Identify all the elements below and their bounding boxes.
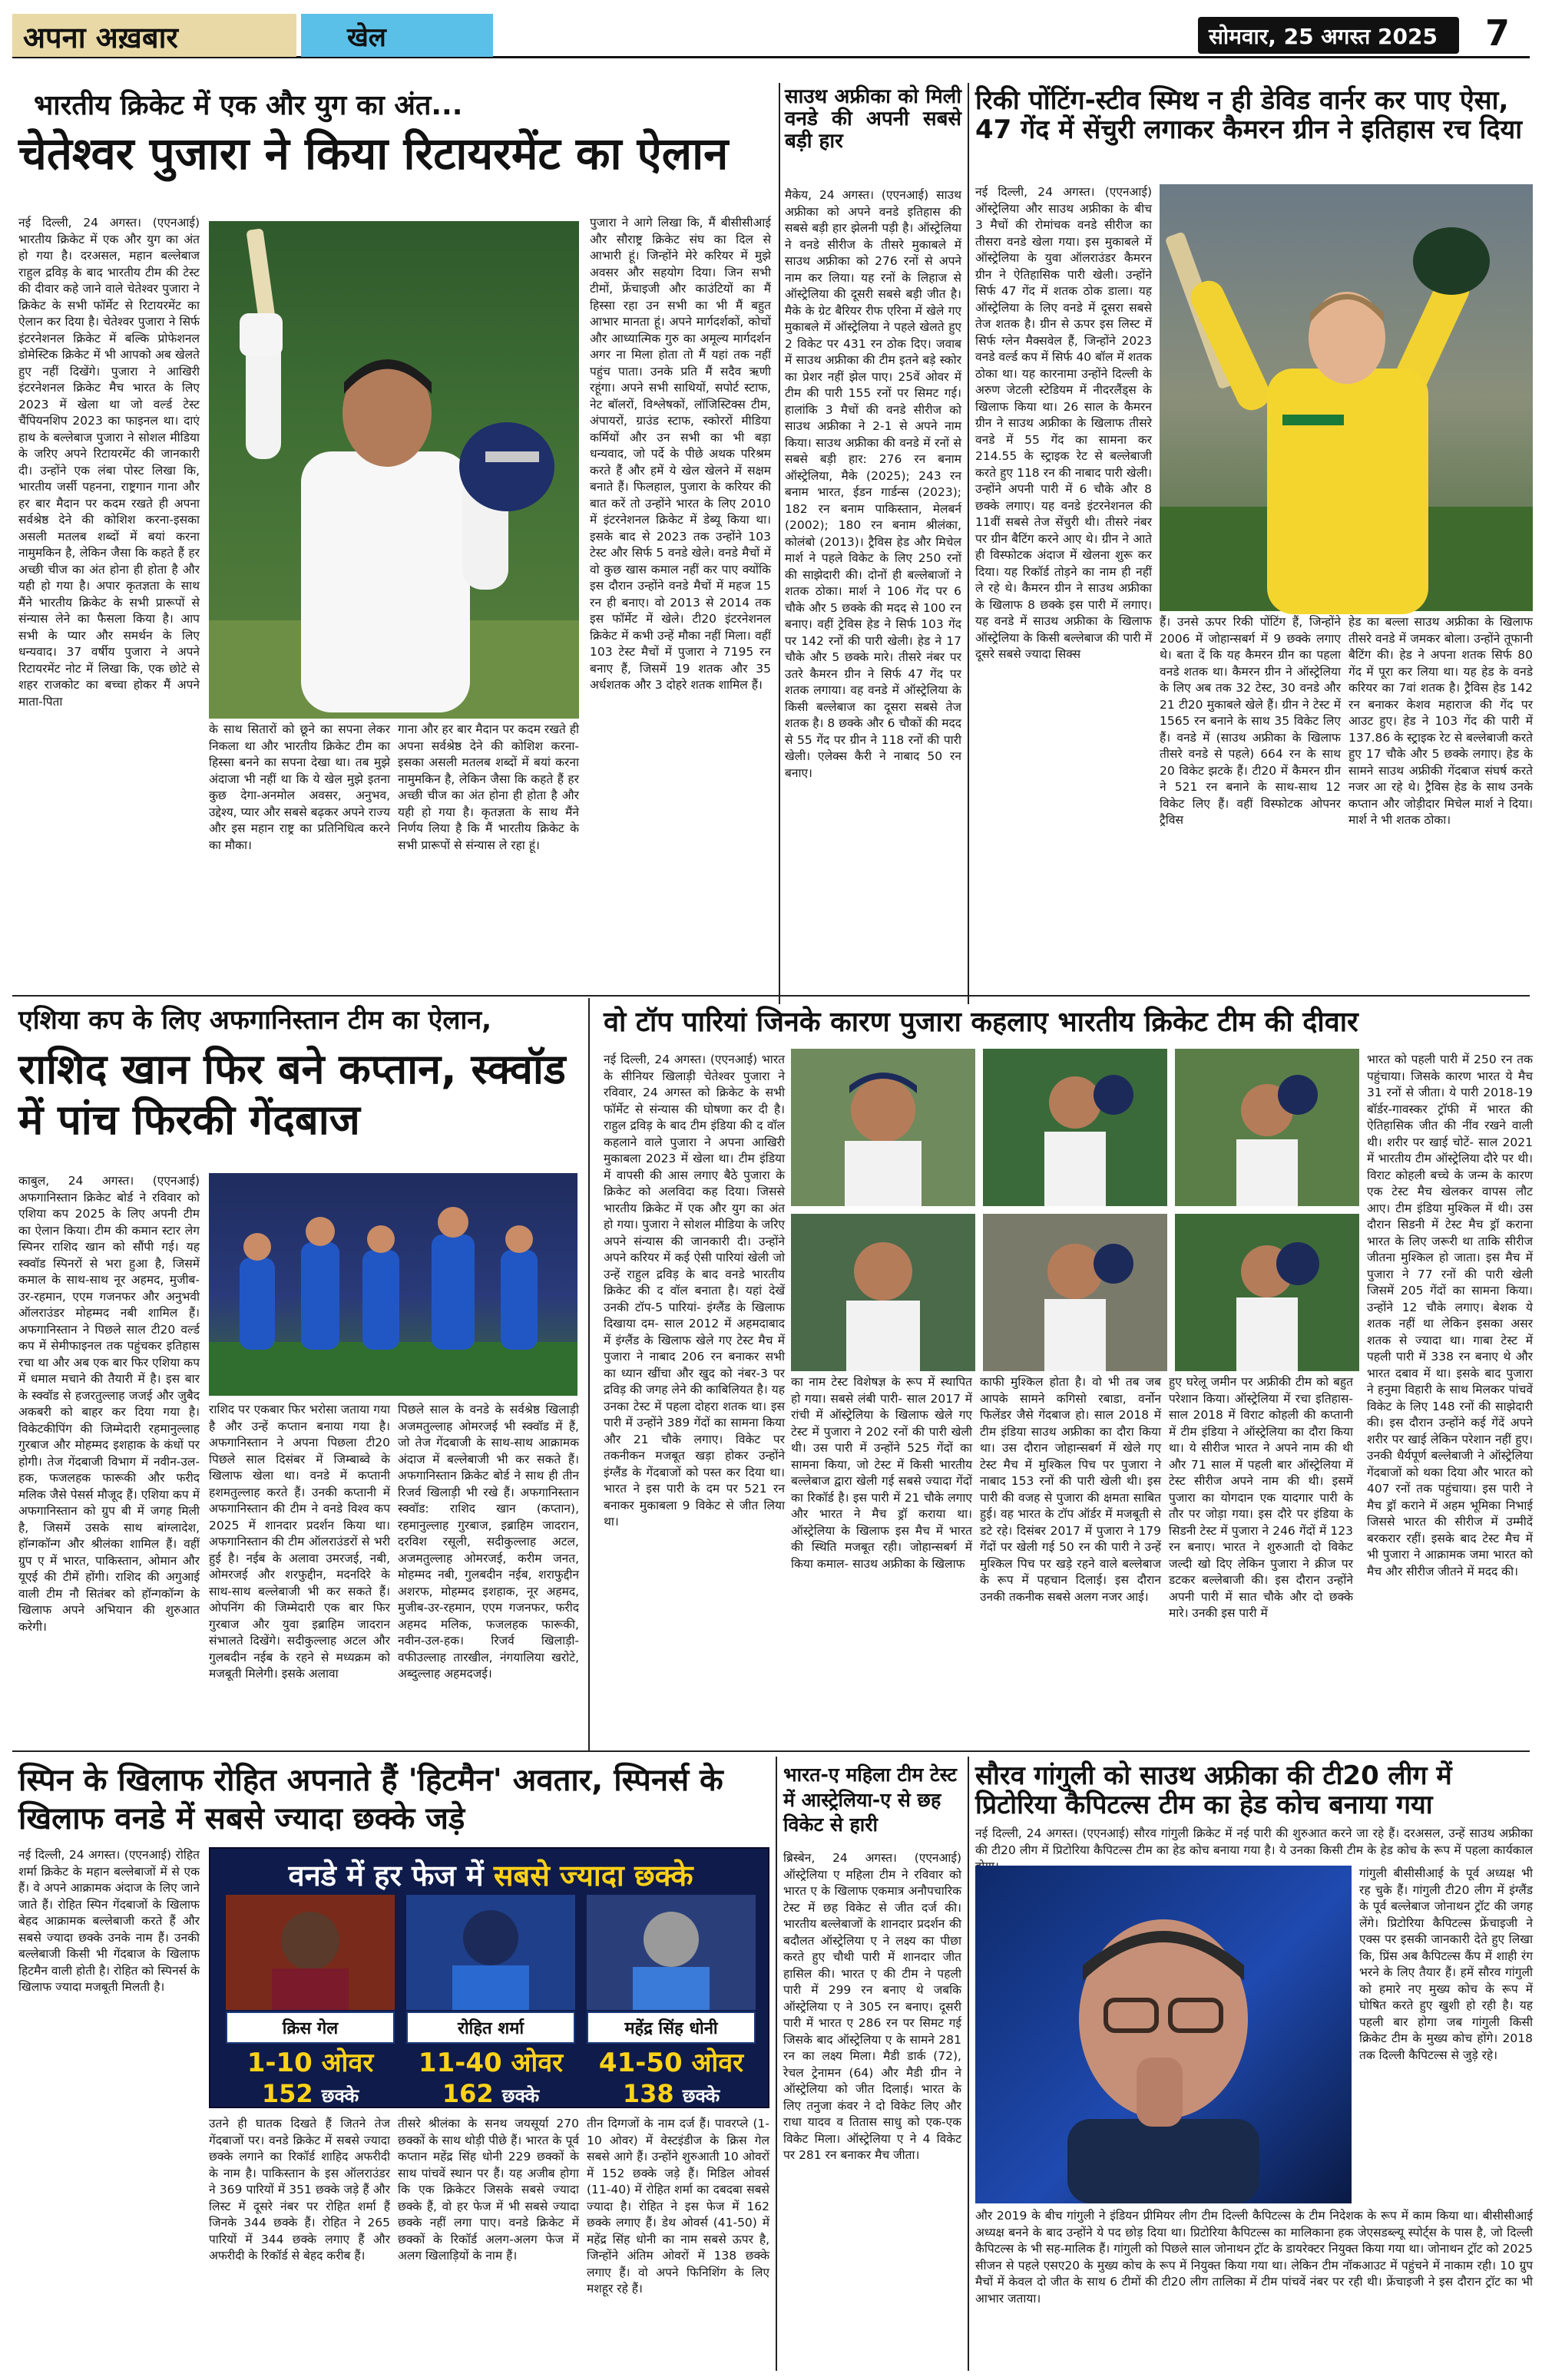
player-name: महेंद्र सिंह धोनी: [587, 2011, 756, 2044]
pujara-photo-collage: [791, 1049, 1359, 1371]
pujara-body-col3: गाना और हर बार मैदान पर कदम रखते ही अपना सर्वश्रेष्ठ देने की कोशिश करना-इसका असली मतलब शब्दों में बयां करना नामुमकिन है, लेकिन जैसा कि कहते हैं हर अच्छी चीज का अंत होना ही होता है और यही हो गया है। कृतज्ञता के साथ मैंने निर्णय लिया है कि मैं भारतीय क्रिकेट के सभी प्रारूपों से संन्यास ले रहा हूं।: [398, 722, 579, 852]
column-divider: [776, 1757, 777, 2371]
phase-label: 11-40 ओवर: [418, 2048, 564, 2078]
player-name: रोहित शर्मा: [406, 2011, 575, 2044]
afghan-body-col3: पिछले साल के वनडे के सर्वश्रेष्ठ खिलाड़ी अजमतुल्लाह ओमरजई भी स्क्वॉड में हैं, जो तेज गेंदबाजी के साथ-साथ आक्रामक अंदाज में बल्लेबाजी भी कर सकते हैं। अफगानिस्तान क्रिकेट बोर्ड ने साथ ही तीन रिजर्व खिलाड़ी भी रखे हैं। अफगानिस्तान स्क्वॉड: राशिद खान (कप्तान), रहमानुल्लाह गुरबाज, इब्राहिम जादरान, दरविश रसूली, सदीकुल्लाह अटल, अजमतुल्लाह ओमरजई, करीम जनत, मोहम्मद नबी, गुलबदीन नईब, शराफुद्दीन अशरफ, मोहम्मद इशहाक, नूर अहमद, मुजीब-उर-रहमान, एएम गजनफर, फरीद अहमद मलिक, फजलहक फारूकी, नवीन-उल-हक। रिजर्व खिलाड़ी-वफीउल्लाह तारखील, नंगयालिया खरोटे, अब्दुल्लाह अहमदजई।: [398, 1403, 579, 1681]
infographic-title-part2: सबसे ज्यादा छक्के: [493, 1859, 693, 1892]
afghan-headline: राशिद खान फिर बने कप्तान, स्क्वॉड में पांच फिरकी गेंदबाज: [18, 1045, 566, 1144]
rohit-body-col2: उतने ही घातक दिखते हैं जितने तेज गेंदबाजों पर। वनडे क्रिकेट में सबसे ज्यादा छक्के लगाने का रिकॉर्ड शाहिद अफरीदी के नाम है। पाकिस्तान के इस ऑलराउंडर ने 369 पारियों में 351 छक्के जड़े हैं और लिस्ट में दूसरे नंबर पर रोहित शर्मा हैं जिनके 344 छक्के हैं। रोहित ने 265 पारियों में 344 छक्के लगाए हैं और अफरीदी के रिकॉर्ड से बेहद करीब हैं।: [209, 2117, 390, 2263]
infographic-title-part1: वनडे में हर फेज में: [288, 1859, 484, 1892]
cameron-green-photo: [1160, 184, 1533, 611]
sixes-count: 138: [622, 2079, 674, 2108]
phase-label: 41-50 ओवर: [598, 2048, 744, 2078]
ganguly-headline: सौरव गांगुली को साउथ अफ्रीका की टी20 लीग में प्रिटोरिया कैपिटल्स टीम का हेड कोच बनाया गया: [975, 1760, 1452, 1821]
column-divider: [779, 83, 780, 1004]
ganguly-side-col: गांगुली बीसीसीआई के पूर्व अध्यक्ष भी रह चुके हैं। गांगुली टी20 लीग में इंग्लैंड के पूर्व बल्लेबाज जोनाथन ट्रॉट की जगह लेंगे। प्रिटोरिया कैपिटल्स फ्रेंचाइजी ने एक्स पर इसकी जानकारी देते हुए लिखा कि, प्रिंस अब कैपिटल्स कैंप में शाही रंग भरने के लिए तैयार हैं। हमें सौरव गांगुली को हमारे नए मुख्य कोच के रूप में घोषित करते हुए खुशी हो रही है। यह पहली बार होगा जब गांगुली किसी क्रिकेट टीम के मुख्य कोच होंगे। 2018 तक दिल्ली कैपिटल्स से जुड़े रहे।: [1359, 1866, 1533, 2062]
green-body-col3: हेड का बल्ला साउथ अफ्रीका के खिलाफ तीसरे वनडे में जमकर बोला। उन्होंने तूफानी बैटिंग की। हेड ने अपना शतक सिर्फ 80 गेंद में पूरा कर लिया था। यह हेड के वनडे करियर का 7वां शतक है। ट्रैविस हेड 142 रन बनाकर केशव महाराज की गेंद पर आउट हुए। हेड ने 103 गेंद की पारी में 137.86 के स्ट्राइक रेट से बल्लेबाजी करते हुए 17 चौके और 5 छक्के लगाए। हेड के सामने साउथ अफ्रीकी गेंदबाज संघर्ष करते नजर आ रहे थे। ट्रैविस हेड के साथ उनके कप्तान और जोड़ीदार मिचेल मार्श ने दिया। मार्श ने भी शतक ठोका।: [1348, 615, 1533, 827]
rohit-body-col4: तीन दिग्गजों के नाम दर्ज हैं। पावरप्ले (1-10 ओवर) में वेस्टइंडीज के क्रिस गेल सबसे आगे हैं। उन्होंने शुरुआती 10 ओवरों में 152 छक्के जड़े हैं। मिडिल ओवर्स (11-40) में रोहित शर्मा का दबदबा सबसे ज्यादा है। रोहित ने इस फेज में 162 छक्के लगाए हैं। डेथ ओवर्स (41-50) में महेंद्र सिंह धोनी का नाम सबसे ऊपर है, जिन्होंने अंतिम ओवरों में 138 छक्के लगाए हैं। वो अपने फिनिशिंग के लिए मशहूर रहे हैं।: [587, 2117, 769, 2296]
pujara-body-col1: नई दिल्ली, 24 अगस्त। (एएनआई) भारतीय क्रिकेट में एक और युग का अंत हो गया है। दरअसल, महान बल्लेबाज राहुल द्रविड़ के बाद भारतीय टीम की टेस्ट की दीवार कहे जाने वाले चेतेश्वर पुजारा ने क्रिकेट के सभी फॉर्मेट से रिटायरमेंट का ऐलान कर दिया है। चेतेश्वर पुजारा ने सिर्फ इंटरनेशनल क्रिकेट में बल्कि प्रोफेशनल डोमेस्टिक क्रिकेट में भी आपको अब खेलते हुए नहीं दिखेंगे। पुजारा ने आखिरी इंटरनेशनल क्रिकेट मैच भारत के लिए 2023 में खेला था जो वर्ल्ड टेस्ट चैंपियनशिप 2023 का फाइनल था। दाएं हाथ के बल्लेबाज पुजारा ने सोशल मीडिया के जरिए अपने रिटायरमेंट की जानकारी दी। उन्होंने एक लंबा पोस्ट लिखा कि, भारतीय जर्सी पहनना, राष्ट्रगान गाना और हर बार मैदान पर कदम रखते ही अपना सर्वश्रेष्ठ देने की कोशिश करना-इसका असली मतलब शब्दों में बयां करना नामुमकिन है, लेकिन जैसा कि कहते हैं हर अच्छी चीज का अंत होना ही होता है और यही हो गया है। अपार कृतज्ञता के साथ मैंने भारतीय क्रिकेट के सभी प्रारूपों से संन्यास लेने का फैसला किया है। आप सभी के प्यार और समर्थन के लिए धन्यवाद। 37 वर्षीय पुजारा ने अपने रिटायरमेंट नोट में लिखा कि, एक छोटे से शहर राजकोट का बच्चा होकर मैं अपने माता-पिता: [18, 216, 200, 709]
sixes-unit: छक्के: [501, 2085, 540, 2107]
afghan-body-col2: राशिद पर एकबार फिर भरोसा जताया गया है और उन्हें कप्तान बनाया गया है। अफगानिस्तान ने अपना पिछला टी20 पिछले साल दिसंबर में जिम्बाब्वे के खिलाफ खेला था। वनडे में कप्तानी हशमतुल्लाह करते हैं। उनकी कप्तानी में अफगानिस्तान की टीम ने वनडे विश्व कप 2025 में शानदार प्रदर्शन किया था। अफगानिस्तान की टीम ऑलराउंडरों से भरी हुई है। नईब के अलावा उमरजई, नबी, ओमरजई और शरफुद्दीन, मदनदिरे के साथ-साथ बल्लेबाजी भी कर सकते हैं। ओपनिंग की जिम्मेदारी एक बार फिर गुरबाज और युवा इब्राहिम जादरान संभालते दिखेंगे। सदीकुल्लाह अटल और गुलबदीन नईब के रहने से मध्यक्रम को मजबूती मिलेगी। इसके अलावा: [209, 1403, 390, 1681]
phase-label: 1-10 ओवर: [247, 2048, 374, 2078]
afghanistan-team-photo: [209, 1173, 577, 1396]
sixes-unit: छक्के: [682, 2085, 720, 2107]
player-card-2: [406, 2011, 575, 2108]
wall-body-col4: हुए घरेलू जमीन पर अफ्रीकी टीम को बहुत परेशान किया। ऑस्ट्रेलिया में रचा इतिहास- साल 2018 में विराट कोहली की कप्तानी में टीम इंडिया ने ऑस्ट्रेलिया का दौरा किया था। ये सीरीज भारत ने अपने नाम की थी और 71 साल में पहली बार ऑस्ट्रेलिया में टेस्ट सीरीज अपने नाम की थी। इसमें पुजारा का योगदान एक यादगार पारी के तौर पर जोड़ा गया। इस दौरे पर इंडिया के सिडनी टेस्ट में पुजारा ने 246 गेंदों में 123 रन बनाए। भारत ने शुरुआती दो विकेट जल्दी खो दिए लेकिन पुजारा ने क्रीज पर डटकर बल्लेबाजी की। इस दौरान उन्होंने अपनी पारी में सात चौके और दो छक्के मारे। उनकी इस पारी में: [1169, 1375, 1353, 1620]
rohit-body-col3: तीसरे श्रीलंका के सनथ जयसूर्या 270 छक्कों के साथ थोड़ी पीछे हैं। भारत के पूर्व कप्तान महेंद्र सिंह धोनी 229 छक्कों के साथ पांचवें स्थान पर हैं। यह अजीब होगा कि एक क्रिकेटर जिसके सबसे ज्यादा छक्के हैं, वो हर फेज में भी सबसे ज्यादा छक्के नहीं लगा पाए। वनडे क्रिकेट में छक्कों के रिकॉर्ड अलग-अलग फेज में अलग खिलाड़ियों के नाम हैं।: [398, 2117, 579, 2263]
pujara-celebration-photo: [209, 221, 579, 719]
pujara-figure-illustration: [209, 221, 579, 719]
ganguly-portrait-illustration: [975, 1866, 1352, 2203]
players-illustration: [210, 1895, 771, 2010]
section-divider: [12, 995, 1530, 997]
sixes-count: 152: [261, 2079, 313, 2108]
wall-body-col2: का नाम टेस्ट विशेषज्ञ के रूप में स्थापित हो गया। सबसे लंबी पारी- साल 2017 में रांची में ऑस्ट्रेलिया के खिलाफ खेले गए टेस्ट में पुजारा ने 202 रनों की पारी खेली थी। उस पारी में उन्होंने 525 गेंदों का सामना किया, जो टेस्ट में किसी भारतीय बल्लेबाज द्वारा खेली गई सबसे ज्यादा गेंदों का रिकॉर्ड है। इस पारी में 21 चौके लगाए और भारत ने मैच ड्रॉ कराया था। ऑस्ट्रेलिया के खिलाफ इस मैच में भारत की स्थिति मजबूत रही। जोहान्सबर्ग में किया कमाल- साउथ अफ्रीका के खिलाफ: [791, 1375, 972, 1571]
rohit-headline: स्पिन के खिलाफ रोहित अपनाते हैं 'हिटमैन' अवतार, स्पिनर्स के खिलाफ वनडे में सबसे ज्यादा छक्के जड़े: [18, 1763, 723, 1836]
issue-date: सोमवार, 25 अगस्त 2025: [1198, 17, 1459, 54]
page-number: 7: [1484, 12, 1510, 54]
green-figure-illustration: [1160, 184, 1533, 611]
sixes-count: 162: [442, 2079, 494, 2108]
pujara-body-col4: पुजारा ने आगे लिखा कि, मैं बीसीसीआई और सौराष्ट्र क्रिकेट संघ का दिल से आभारी हूं। जिन्होंने मेरे करियर में मुझे अवसर और सहयोग दिया। जिन सभी टीमों, फ्रेंचाइजी और काउंटियों का मैं हिस्सा रहा उन सभी का भी मैं बहुत आभार मानता हूं। अपने मार्गदर्शकों, कोचों और आध्यात्मिक गुरु का अमूल्य मार्गदर्शन अगर ना मिला होता तो मैं यहां तक नहीं पहुंच पाता। उनके प्रति मैं सदैव ऋणी रहूंगा। अपने सभी साथियों, सपोर्ट स्टाफ, नेट बॉलरों, विश्लेषकों, लॉजिस्टिक्स टीम, अंपायरों, ग्राउंड स्टाफ, स्कोररों मीडिया कर्मियों और उन सभी का भी बड़ा धन्यवाद, जो पर्दे के पीछे अथक परिश्रम करते हैं और हमें ये खेल खेलने में सक्षम बनाते हैं। फिलहाल, पुजारा के करियर की बात करें तो उन्होंने भारत के लिए 2010 में इंटरनेशनल क्रिकेट में डेब्यू किया था। इसके बाद से 2023 तक उन्होंने 103 टेस्ट और सिर्फ 5 वनडे खेले। वनडे मैचों में वो कुछ खास कमाल नहीं कर पाए क्योंकि इस दौरान उन्होंने वनडे मैचों में महज 15 रन ही बनाए। वो 2013 से 2014 तक इस फॉर्मेट में खेले। टी20 इंटरनेशनल क्रिकेट में कभी उन्हें मौका नहीं मिला। वहीं 103 टेस्ट मैचों में पुजारा ने 7195 रन बनाए हैं, जिसमें 19 शतक और 35 अर्धशतक और 3 दोहरे शतक शामिल हैं।: [590, 216, 771, 692]
sixes-unit: छक्के: [321, 2085, 359, 2107]
women-body: ब्रिस्बेन, 24 अगस्त। (एएनआई) ऑस्ट्रेलिया ए महिला टीम ने रविवार को भारत ए के खिलाफ एकमात्र अनौपचारिक टेस्ट में छह विकेट से जीत दर्ज की। भारतीय बल्लेबाजों के शानदार प्रदर्शन की बदौलत ऑस्ट्रेलिया ए ने लक्ष्य का पीछा करते हुए चौथी पारी में शानदार जीत हासिल की। भारत ए की टीम ने पहली पारी में 299 रन बनाए थे जबकि ऑस्ट्रेलिया ए ने 305 रन बनाए। दूसरी पारी में भारत ए 286 रन पर सिमट गई जिसके बाद ऑस्ट्रेलिया ए के सामने 281 रन का लक्ष्य मिला। मैडी डार्क (72), रेचल ट्रेनामन (64) और मैडी ग्रीन ने ऑस्ट्रेलिया को जीत दिलाई। भारत के लिए तनुजा कंवर ने दो विकेट लिए और राधा यादव व तितास साधु को एक-एक विकेट मिला। ऑस्ट्रेलिया ए ने 4 विकेट पर 281 रन बनाकर मैच जीता।: [783, 1851, 961, 2162]
wall-body-col1: नई दिल्ली, 24 अगस्त। (एएनआई) भारत के सीनियर खिलाड़ी चेतेश्वर पुजारा ने रविवार, 24 अगस्त को क्रिकेट के सभी फॉर्मेट से संन्यास की घोषणा कर दी है। राहुल द्रविड़ के बाद टीम इंडिया की द वॉल कहलाने वाले पुजारा ने अपना आखिरी मुकाबला 2023 में खेला था। टीम इंडिया में वापसी की आस लगाए बैठे पुजारा के क्रिकेट को अलविदा कह दिया। जिससे भारतीय क्रिकेट में एक और युग का अंत हो गया। पुजारा ने सोशल मीडिया के जरिए अपने संन्यास की जानकारी दी। उन्होंने अपने करियर में कई ऐसी पारियां खेली जो उन्हें राहुल द्रविड़ के बाद वनडे भारतीय क्रिकेट की द वॉल बनाता है। यहां देखें उनकी टॉप-5 पारियां- इंग्लैंड के खिलाफ दिखाया दम- साल 2012 में अहमदाबाद में इंग्लैंड के खिलाफ खेले गए टेस्ट मैच में पुजारा ने नाबाद 206 रन बनाकर सभी का ध्यान खींचा और खुद को नंबर-3 पर द्रविड़ की जगह लेने की काबिलियत है। यह उनका टेस्ट में पहला दोहरा शतक था। इस पारी में उन्होंने 389 गेंदों का सामना किया और 21 चौके लगाए। विकेट पर तकनीकन मजबूत खड़ा होकर उन्होंने इंग्लैंड के गेंदबाजों को पस्त कर दिया था। भारत ने इस पारी के दम पर 521 रन बनाकर मुकाबला 9 विकेट से जीत लिया था।: [604, 1053, 785, 1529]
ganguly-photo: [975, 1866, 1352, 2203]
sa-loss-headline: साउथ अफ्रीका को मिली वनडे की अपनी सबसे बड़ी हार: [785, 85, 961, 154]
green-headline: रिकी पोंटिंग-स्टीव स्मिथ न ही डेविड वार्नर कर पाए ऐसा, 47 गेंद में सेंचुरी लगाकर कैमरन ग्रीन ने इतिहास रच दिया: [975, 85, 1523, 146]
afghan-players-illustration: [209, 1173, 577, 1396]
women-headline: भारत-ए महिला टीम टेस्ट में आस्ट्रेलिया-ए से छह विकेट से हारी: [783, 1764, 957, 1836]
infographic-title: [210, 1855, 771, 1895]
ganguly-intro: नई दिल्ली, 24 अगस्त। (एएनआई) सौरव गांगुली क्रिकेट में नई पारी की शुरुआत करने जा रहे हैं। दरअसल, उन्हें साउथ अफ्रीका की टी20 लीग में प्रिटोरिया कैपिटल्स टीम का हेड कोच बनाया गया है। ये उनका किसी टीम के हेड कोच के रूप में पहला कार्यकाल: [975, 1826, 1533, 1857]
pujara-headline: चेतेश्वर पुजारा ने किया रिटायरमेंट का ऐलान: [18, 127, 729, 180]
rohit-body-col1: नई दिल्ली, 24 अगस्त। (एएनआई) रोहित शर्मा क्रिकेट के महान बल्लेबाजों में से एक हैं। वे अपने आक्रामक अंदाज के लिए जाने जाते हैं। रोहित स्पिन गेंदबाजों के खिलाफ बेहद आक्रामक बल्लेबाजी करते हैं और सबसे ज्यादा छक्के उनके नाम हैं। उनकी बल्लेबाजी किसी भी गेंदबाज के खिलाफ हिटमैन वाली होती है। रोहित को स्पिनर्स के खिलाफ ज्यादा मजबूती मिलती है।: [18, 1848, 200, 1994]
wall-body-col3: काफी मुश्किल होता है। वो भी तब जब आपके सामने कगिसो रबाडा, वर्नोन फिलेंडर जैसे गेंदबाज हो। साल 2018 में टीम इंडिया साउथ अफ्रीका का दौरा किया था। उस दौरान जोहान्सबर्ग में खेले गए टेस्ट मैच में मुश्किल पिच पर पुजारा ने नाबाद 153 रनों की पारी खेली थी। इस पारी की वजह से पुजारा की क्षमता साबित हुई। वह भारत के टॉप ऑर्डर में मजबूती से डटे रहे। दिसंबर 2017 में पुजारा ने 179 गेंदों पर खेली गई 50 रन की पारी ने उन्हें मुश्किल पिच पर खड़े रहने वाले बल्लेबाज के रूप में पहचान दिलाई। इस दौरान उनकी तकनीक सबसे अलग नजर आई।: [980, 1375, 1161, 1604]
green-body-col2: हैं। उनसे ऊपर रिकी पोंटिंग हैं, जिन्होंने 2006 में जोहान्सबर्ग में 9 छक्के लगाए थे। बता दें कि यह कैमरन ग्रीन का पहला वनडे शतक था। कैमरन ग्रीन ने ऑस्ट्रेलिया के लिए अब तक 32 टेस्ट, 30 वनडे और 21 टी20 मुकाबले खेले हैं। ग्रीन ने टेस्ट में 1565 रन बनाने के साथ 35 विकेट लिए हैं। वनडे में (साउथ अफ्रीका के खिलाफ तीसरे वनडे से पहले) 664 रन के साथ 20 विकेट झटके हैं। टी20 में कैमरन ग्रीन ने 521 रन बनाने के साथ-साथ 12 विकेट लिए हैं। वहीं विस्फोटक ओपनर ट्रैविस: [1160, 615, 1341, 827]
wall-body-col5: भारत को पहली पारी में 250 रन तक पहुंचाया। जिसके कारण भारत ये मैच 31 रनों से जीता। ये पारी 2018-19 बॉर्डर-गावस्कर ट्रॉफी में भारत की ऐतिहासिक जीत की नींव रखने वाली थी। शरीर पर खाई चोटें- साल 2021 में भारतीय टीम ऑस्ट्रेलिया दौरे पर थी। विराट कोहली बच्चे के जन्म के कारण एक टेस्ट मैच खेलकर वापस लौट आए। टीम इंडिया मुश्किल में थी। उस दौरान सिडनी में टेस्ट मैच ड्रॉ कराना भारत के लिए जरूरी था ताकि सीरीज जीतना मुश्किल हो जाता। इस मैच में पुजारा ने 77 रनों की पारी खेली जिसमें 205 गेंदों का सामना किया। उन्होंने 12 चौके लगाए। बेशक ये शतक नहीं था लेकिन इसका असर शतक से ज्यादा था। गाबा टेस्ट में पहली पारी में 338 रन बनाए थे और भारत दबाव में था। इसके बाद पुजारा ने हनुमा विहारी के साथ मिलकर पांचवें विकेट के लिए 148 रनों की साझेदारी की। इस दौरान उन्होंने कई गेंदें अपने शरीर पर खाई लेकिन परेशान नहीं हुए। उनकी धैर्यपूर्ण बल्लेबाजी ने ऑस्ट्रेलिया गेंदबाजों को थका दिया और भारत को 407 रनों तक पहुंचाया। इस पारी ने मैच ड्रॉ कराने में अहम भूमिका निभाई जिससे भारत की सीरीज में उम्मीदें बरकरार रहीं। इसके बाद टेस्ट मैच में भी पुजारा ने आक्रामक जमा भारत को मैच और सीरीज जीतने में मदद की।: [1367, 1053, 1533, 1578]
afghan-body-col1: काबुल, 24 अगस्त। (एएनआई) अफगानिस्तान क्रिकेट बोर्ड ने रविवार को एशिया कप 2025 के लिए अपनी टीम का ऐलान किया। टीम की कमान स्टार लेग स्पिनर राशिद खान को सौंपी गई। यह स्क्वॉड स्पिनरों से भरा हुआ है, जिसमें कमाल के साथ-साथ नूर अहमद, मुजीब-उर-रहमान, एएम गजनफर और अनुभवी ऑलराउंडर मोहम्मद नबी शामिल हैं। अफगानिस्तान ने पिछले साल टी20 वर्ल्ड कप में सेमीफाइनल तक पहुंचकर इतिहास रचा था और अब एक बार फिर एशिया कप में धमाल मचाने की तैयारी में है। इस बार के स्क्वॉड से हजरतुल्लाह जजई और जुबैद अकबरी को बाहर कर दिया गया है। विकेटकीपिंग की जिम्मेदारी रहमानुल्लाह गुरबाज और मोहम्मद इशहाक के कंधों पर होगी। तेज गेंदबाजी विभाग में नवीन-उल-हक, फजलहक फारूकी और फरीद मलिक जैसे पेसर्स मौजूद हैं। एशिया कप में अफगानिस्तान को ग्रुप बी में जगह मिली है, जिसमें उसके साथ बांग्लादेश, हॉन्गकॉन्ग और श्रीलंका शामिल हैं। वहीं ग्रुप ए में भारत, पाकिस्तान, ओमान और यूएई की टीमें होंगी। राशिद की अगुआई वाली टीम नौ सितंबर को हॉन्गकॉन्ग के खिलाफ अपने अभियान की शुरुआत करेगी।: [18, 1174, 200, 1634]
ganguly-bottom-col: और 2019 के बीच गांगुली ने इंडियन प्रीमियर लीग टीम दिल्ली कैपिटल्स के टीम निदेशक के रूप में काम किया था। बीसीसीआई अध्यक्ष बनने के बाद उन्होंने ये पद छोड़ दिया था। प्रिटोरिया कैपिटल्स का मालिकाना हक जेएसडब्ल्यू स्पोर्ट्स के पास है, जो दिल्ली कैपिटल्स के भी सह-मालिक हैं। गांगुली को पिछले साल जोनाथन ट्रॉट के डायरेक्टर नियुक्त किया गया था। जोनाथन ट्रॉट को 2025 सीजन से पहले एसए20 के मुख्य कोच के रूप में नियुक्त किया गया था। लेकिन टीम नॉकआउट में पहुंचने में नाकाम रही। 10 ग्रुप मैचों में केवल दो जीत के साथ 6 टीमों की टी20 लीग तालिका में टीम पांचवें नंबर पर रही थी। फ्रेंचाइजी ने इस दौरान ट्रॉट का भी आभार जताया।: [975, 2209, 1533, 2306]
player-name: क्रिस गेल: [226, 2011, 395, 2044]
afghan-kicker: एशिया कप के लिए अफगानिस्तान टीम का ऐलान,: [18, 1005, 492, 1036]
newspaper-brand: अपना अख़बार: [12, 14, 296, 57]
pujara-body-col2: के साथ सितारों को छूने का सपना लेकर निकला था और भारतीय क्रिकेट टीम का हिस्सा बनने का सपना देखा था। तब मुझे अंदाजा भी नहीं था कि ये खेल मुझे इतना कुछ देगा-अनमोल अवसर, अनुभव, उद्देश्य, प्यार और सबसे बढ़कर अपने राज्य और इस महान राष्ट्र का प्रतिनिधित्व करने का मौका।: [209, 722, 390, 852]
column-divider: [588, 998, 590, 1750]
player-card-3: [587, 2011, 756, 2108]
player-card-1: [226, 2011, 395, 2108]
section-divider: [12, 1750, 1530, 1752]
pujara-kicker: भारतीय क्रिकेट में एक और युग का अंत...: [34, 90, 463, 121]
sa-loss-body: मैकेय, 24 अगस्त। (एएनआई) साउथ अफ्रीका को अपने वनडे इतिहास की सबसे बड़ी हार झेलनी पड़ी है। ऑस्ट्रेलिया ने वनडे सीरीज के तीसरे मुकाबले में साउथ अफ्रीका को 276 रनों से अपने नाम कर लिया। यह रनों के लिहाज से ऑस्ट्रेलिया की दूसरी सबसे बड़ी जीत है। मैके के ग्रेट बैरियर रीफ एरिना में खेले गए मुकाबले में ऑस्ट्रेलिया ने पहले खेलते हुए 2 विकेट पर 431 रन ठोक दिए। जवाब में साउथ अफ्रीका की टीम इतने बड़े स्कोर का प्रेशर नहीं झेल पाए। 25वें ओवर में टीम की पारी 155 रनों पर सिमट गई। हालांकि 3 मैचों की वनडे सीरीज को साउथ अफ्रीका ने 2-1 से अपने नाम किया। साउथ अफ्रीका की वनडे में रनों से सबसे बड़ी हार: 276 रन बनाम ऑस्ट्रेलिया, मैके (2025); 243 रन बनाम भारत, ईडन गार्डन्स (2023); 182 रन बनाम पाकिस्तान, मेलबर्न (2002); 180 रन बनाम श्रीलंका, कोलंबो (2013)। ट्रैविस हेड और मिचेल मार्श ने पहले विकेट के लिए 250 रनों की साझेदारी की। दोनों ही बल्लेबाजों ने शतक ठोका। मार्श ने 106 गेंद पर 6 चौके और 5 छक्के की मदद से 100 रन बनाए। वहीं ट्रेविस हेड ने सिर्फ 103 गेंद पर 142 रनों की पारी खेली। हेड ने 17 चौके और 5 छक्के मारे। तीसरे नंबर पर उतरे कैमरन ग्रीन ने सिर्फ 47 गेंद पर शतक लगाया। वह वनडे में ऑस्ट्रेलिया के किसी बल्लेबाज का दूसरा सबसे तेज शतक है। 8 छक्के और 6 चौकों की मदद से 55 गेंद पर ग्रीन ने 118 रनों की पारी खेली। एलेक्स कैरी ने नाबाद 50 रन बनाए।: [785, 188, 961, 780]
column-divider: [968, 1757, 969, 2371]
green-body-col1: नई दिल्ली, 24 अगस्त। (एएनआई) ऑस्ट्रेलिया और साउथ अफ्रीका के बीच 3 मैचों की रोमांचक वनडे सीरीज का तीसरा वनडे खेला गया। इस मुकाबले में ऑस्ट्रेलिया के युवा ऑलराउंडर कैमरन ग्रीन ने ऐतिहासिक पारी खेली। उन्होंने सिर्फ 47 गेंद में शतक ठोक डाला। यह ऑस्ट्रेलिया के लिए वनडे में दूसरा सबसे तेज शतक है। ग्रीन से ऊपर इस लिस्ट में सिर्फ ग्लेन मैक्सवेल हैं, जिन्होंने 2023 वनडे वर्ल्ड कप में सिर्फ 40 बॉल में शतक ठोका था। यह कारनामा उन्होंने दिल्ली के अरुण जेटली स्टेडियम में नीदरलैंड्स के खिलाफ किया था। 26 साल के कैमरन ग्रीन ने साउथ अफ्रीका के खिलाफ तीसरे वनडे में 55 गेंद का सामना कर 214.55 के स्ट्राइक रेट से बल्लेबाजी करते हुए 118 रन की नाबाद पारी खेली। उन्होंने अपनी पारी में 6 चौके और 8 छक्के लगाए। यह वनडे इंटरनेशनल की 11वीं सबसे तेज सेंचुरी थी। तीसरे नंबर पर ग्रीन बैटिंग करने आए थे। ग्रीन ने आते ही विस्फोटक अंदाज में खेलना शुरू कर दिया। यह रिकॉर्ड तोड़ने का नाम ही नहीं ले रहे थे। कैमरन ग्रीन ने साउथ अफ्रीका के खिलाफ 8 छक्के इस पारी में लगाए। यह वनडे में साउथ अफ्रीका के खिलाफ ऑस्ट्रेलिया के किसी बल्लेबाज की पारी में दूसरे सबसे ज्यादा सिक्स: [975, 185, 1152, 661]
wall-headline: वो टॉप पारियां जिनके कारण पुजारा कहलाए भारतीय क्रिकेट टीम की दीवार: [604, 1007, 1358, 1038]
section-label: खेल: [301, 14, 493, 57]
column-divider: [968, 83, 969, 1004]
sixes-infographic: [209, 1847, 769, 2108]
collage-illustration: [791, 1049, 1359, 1371]
